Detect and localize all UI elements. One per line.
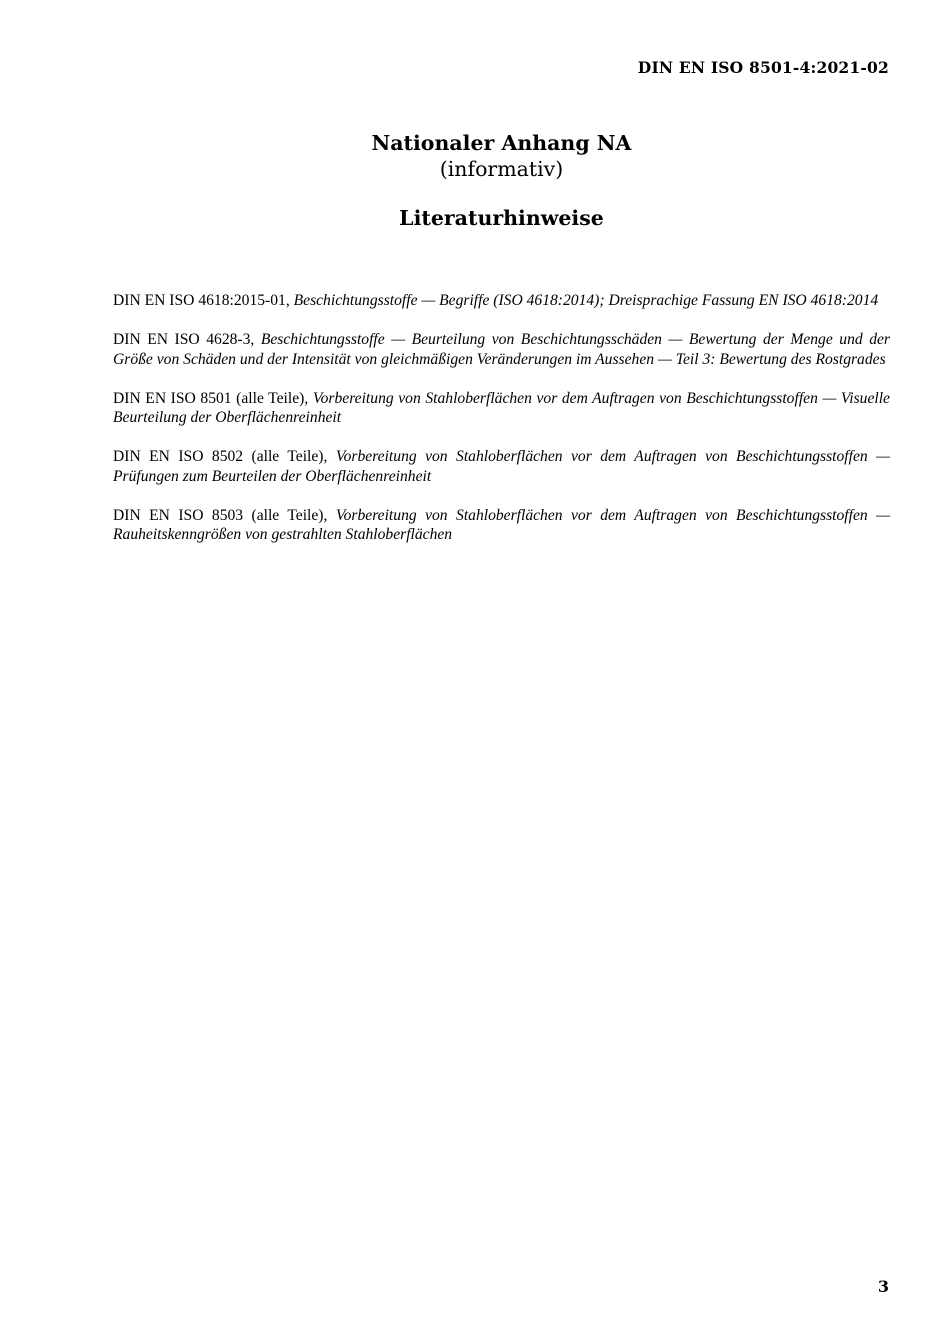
reference-entry <box>113 506 890 545</box>
annex-title: Nationaler Anhang NA <box>371 131 632 155</box>
page-number: 3 <box>877 1277 889 1296</box>
reference-designation: DIN EN ISO 8501 (alle Teile), <box>113 389 313 407</box>
reference-list <box>113 291 890 564</box>
reference-designation: DIN EN ISO 4628-3, <box>113 330 261 348</box>
reference-title: Beschichtungsstoffe — Beurteilung von Beschichtungsschäden — Bewertung der Menge und der Größe von Schäden und der Intensität von gleichmäßigen Veränderungen im Aussehen — Teil 3: Bewertung des Rostgrades <box>113 330 890 368</box>
reference-entry <box>113 389 890 428</box>
reference-title: Vorbereitung von Stahloberflächen vor dem Auftragen von Beschichtungsstoffen — Visuelle Beurteilung der Oberflächenreinheit <box>113 389 890 427</box>
reference-designation: DIN EN ISO 8502 (alle Teile), <box>113 448 336 466</box>
reference-title: Vorbereitung von Stahloberflächen vor dem Auftragen von Beschichtungsstoffen — Rauheitskenngrößen von gestrahlten Stahloberflächen <box>113 506 890 544</box>
reference-title: Beschichtungsstoffe — Begriffe (ISO 4618:2014); Dreisprachige Fassung EN ISO 4618:2014 <box>293 292 879 309</box>
reference-entry <box>113 447 890 486</box>
reference-entry <box>113 291 890 311</box>
reference-designation: DIN EN ISO 4618:2015-01, <box>113 292 294 309</box>
annex-subtitle: (informativ) <box>439 157 564 181</box>
document-id: DIN EN ISO 8501-4:2021-02 <box>637 58 889 77</box>
reference-designation: DIN EN ISO 8503 (alle Teile), <box>113 506 336 524</box>
annex-heading <box>0 130 950 182</box>
reference-title: Vorbereitung von Stahloberflächen vor dem Auftragen von Beschichtungsstoffen — Prüfungen zum Beurteilen der Oberflächenreinheit <box>113 448 890 485</box>
reference-entry <box>113 330 890 369</box>
section-title: Literaturhinweise <box>399 206 604 230</box>
